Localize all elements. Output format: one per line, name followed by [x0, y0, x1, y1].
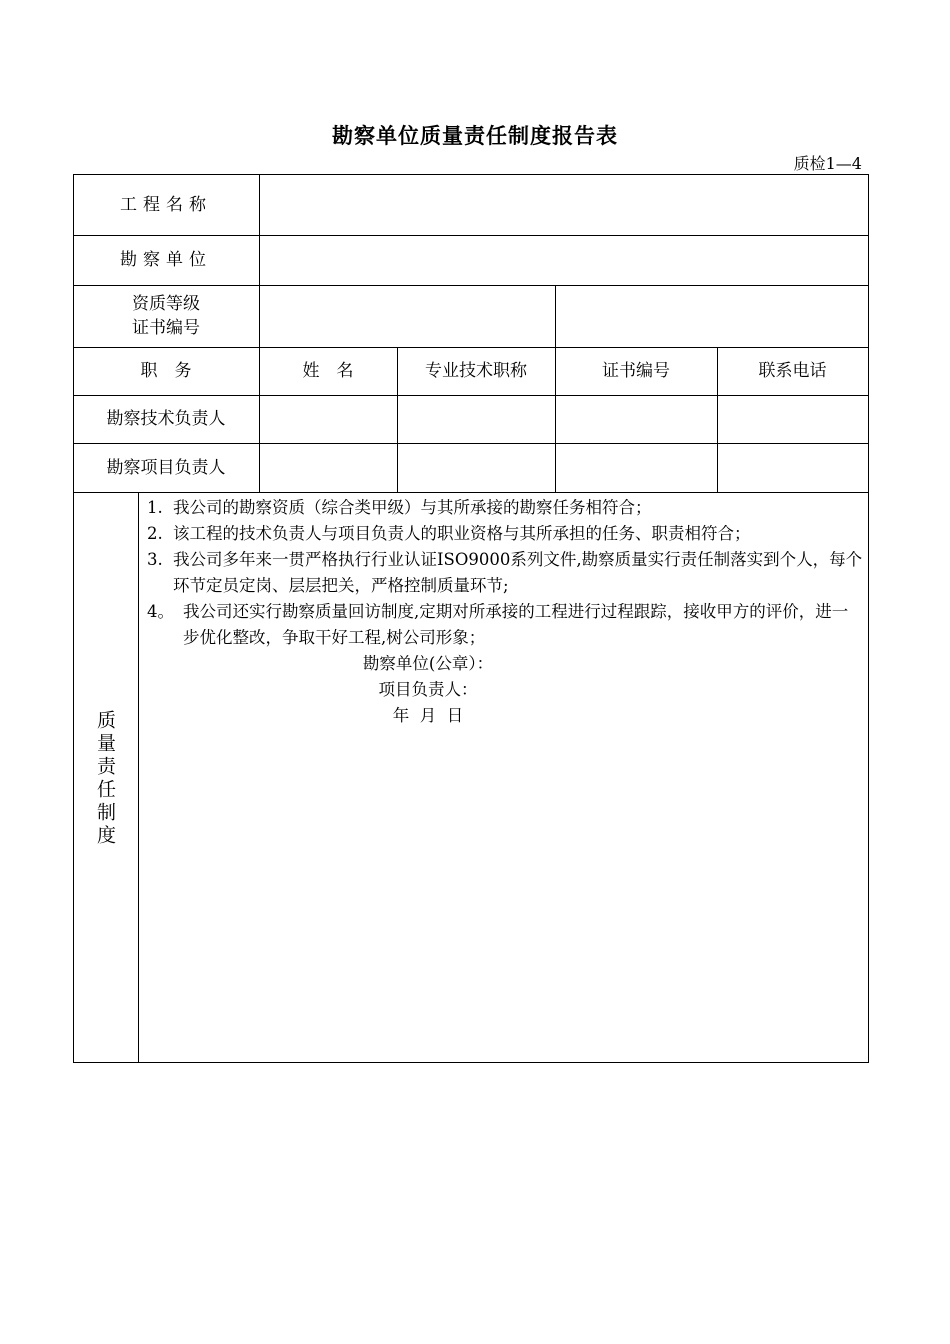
project-name-field[interactable]: [260, 175, 868, 235]
role-technical-lead: 勘察技术负责人: [106, 409, 226, 429]
technical-lead-title-field[interactable]: [398, 396, 555, 443]
report-table: [73, 174, 869, 1063]
survey-unit-field[interactable]: [260, 236, 868, 285]
project-lead-cert-field[interactable]: [556, 444, 717, 492]
clause-item: [143, 495, 863, 521]
table-border-bottom: [73, 1062, 869, 1063]
header-professional-title: 专业技术职称: [425, 361, 527, 381]
quality-system-label: 质量责任制度: [94, 709, 116, 848]
clause-number: 2.: [147, 524, 163, 543]
survey-unit-label: 勘察单位: [120, 250, 212, 270]
technical-lead-phone-field[interactable]: [718, 396, 868, 443]
certificate-number-field[interactable]: [556, 286, 868, 347]
clause-number: 1.: [147, 498, 163, 517]
header-position: 职 务: [140, 361, 192, 381]
project-name-label: 工程名称: [120, 194, 212, 215]
clause-item: [143, 521, 863, 547]
clause-text: 我公司的勘察资质（综合类甲级）与其所承接的勘察任务相符合；: [173, 498, 652, 517]
qualification-label-line2: 证书编号: [132, 318, 200, 338]
clause-text: 我公司多年来一贯严格执行行业认证ISO9000系列文件,勘察质量实行责任制落实到个人，每个环节定员定岗、层层把关，严格控制质量环节;: [173, 550, 863, 595]
clause-text: 我公司还实行勘察质量回访制度,定期对所承接的工程进行过程跟踪，接收甲方的评价，进一步优化整改，争取干好工程,树公司形象；: [183, 602, 849, 647]
row-divider: [73, 492, 869, 493]
page-title: 勘察单位质量责任制度报告表: [332, 123, 618, 148]
project-lead-phone-field[interactable]: [718, 444, 868, 492]
project-lead-title-field[interactable]: [398, 444, 555, 492]
clause-text: 该工程的技术负责人与项目负责人的职业资格与其所承担的任务、职责相符合；: [173, 524, 751, 543]
table-border-right: [868, 174, 869, 1063]
column-divider: [138, 492, 139, 1062]
signature-manager: 项目负责人：: [378, 680, 478, 699]
clause-item: [143, 599, 863, 651]
header-name: 姓 名: [302, 361, 354, 381]
quality-system-content: [143, 495, 863, 729]
form-code: 质检1—4: [793, 154, 862, 173]
signature-unit: 勘察单位(公章）：: [362, 654, 494, 673]
technical-lead-name-field[interactable]: [260, 396, 397, 443]
qualification-grade-field[interactable]: [260, 286, 555, 347]
header-certificate-number: 证书编号: [602, 361, 670, 381]
role-project-lead: 勘察项目负责人: [106, 457, 226, 478]
quality-system-label-cell: [73, 494, 138, 1063]
qualification-label: [73, 285, 259, 347]
qualification-label-line1: 资质等级: [132, 294, 200, 314]
clause-item: [143, 547, 863, 599]
signature-date: 年 月 日: [392, 706, 464, 725]
clause-number: 3.: [147, 550, 163, 569]
technical-lead-cert-field[interactable]: [556, 396, 717, 443]
clause-number: 4。: [147, 602, 174, 621]
project-lead-name-field[interactable]: [260, 444, 397, 492]
header-phone: 联系电话: [758, 361, 827, 381]
